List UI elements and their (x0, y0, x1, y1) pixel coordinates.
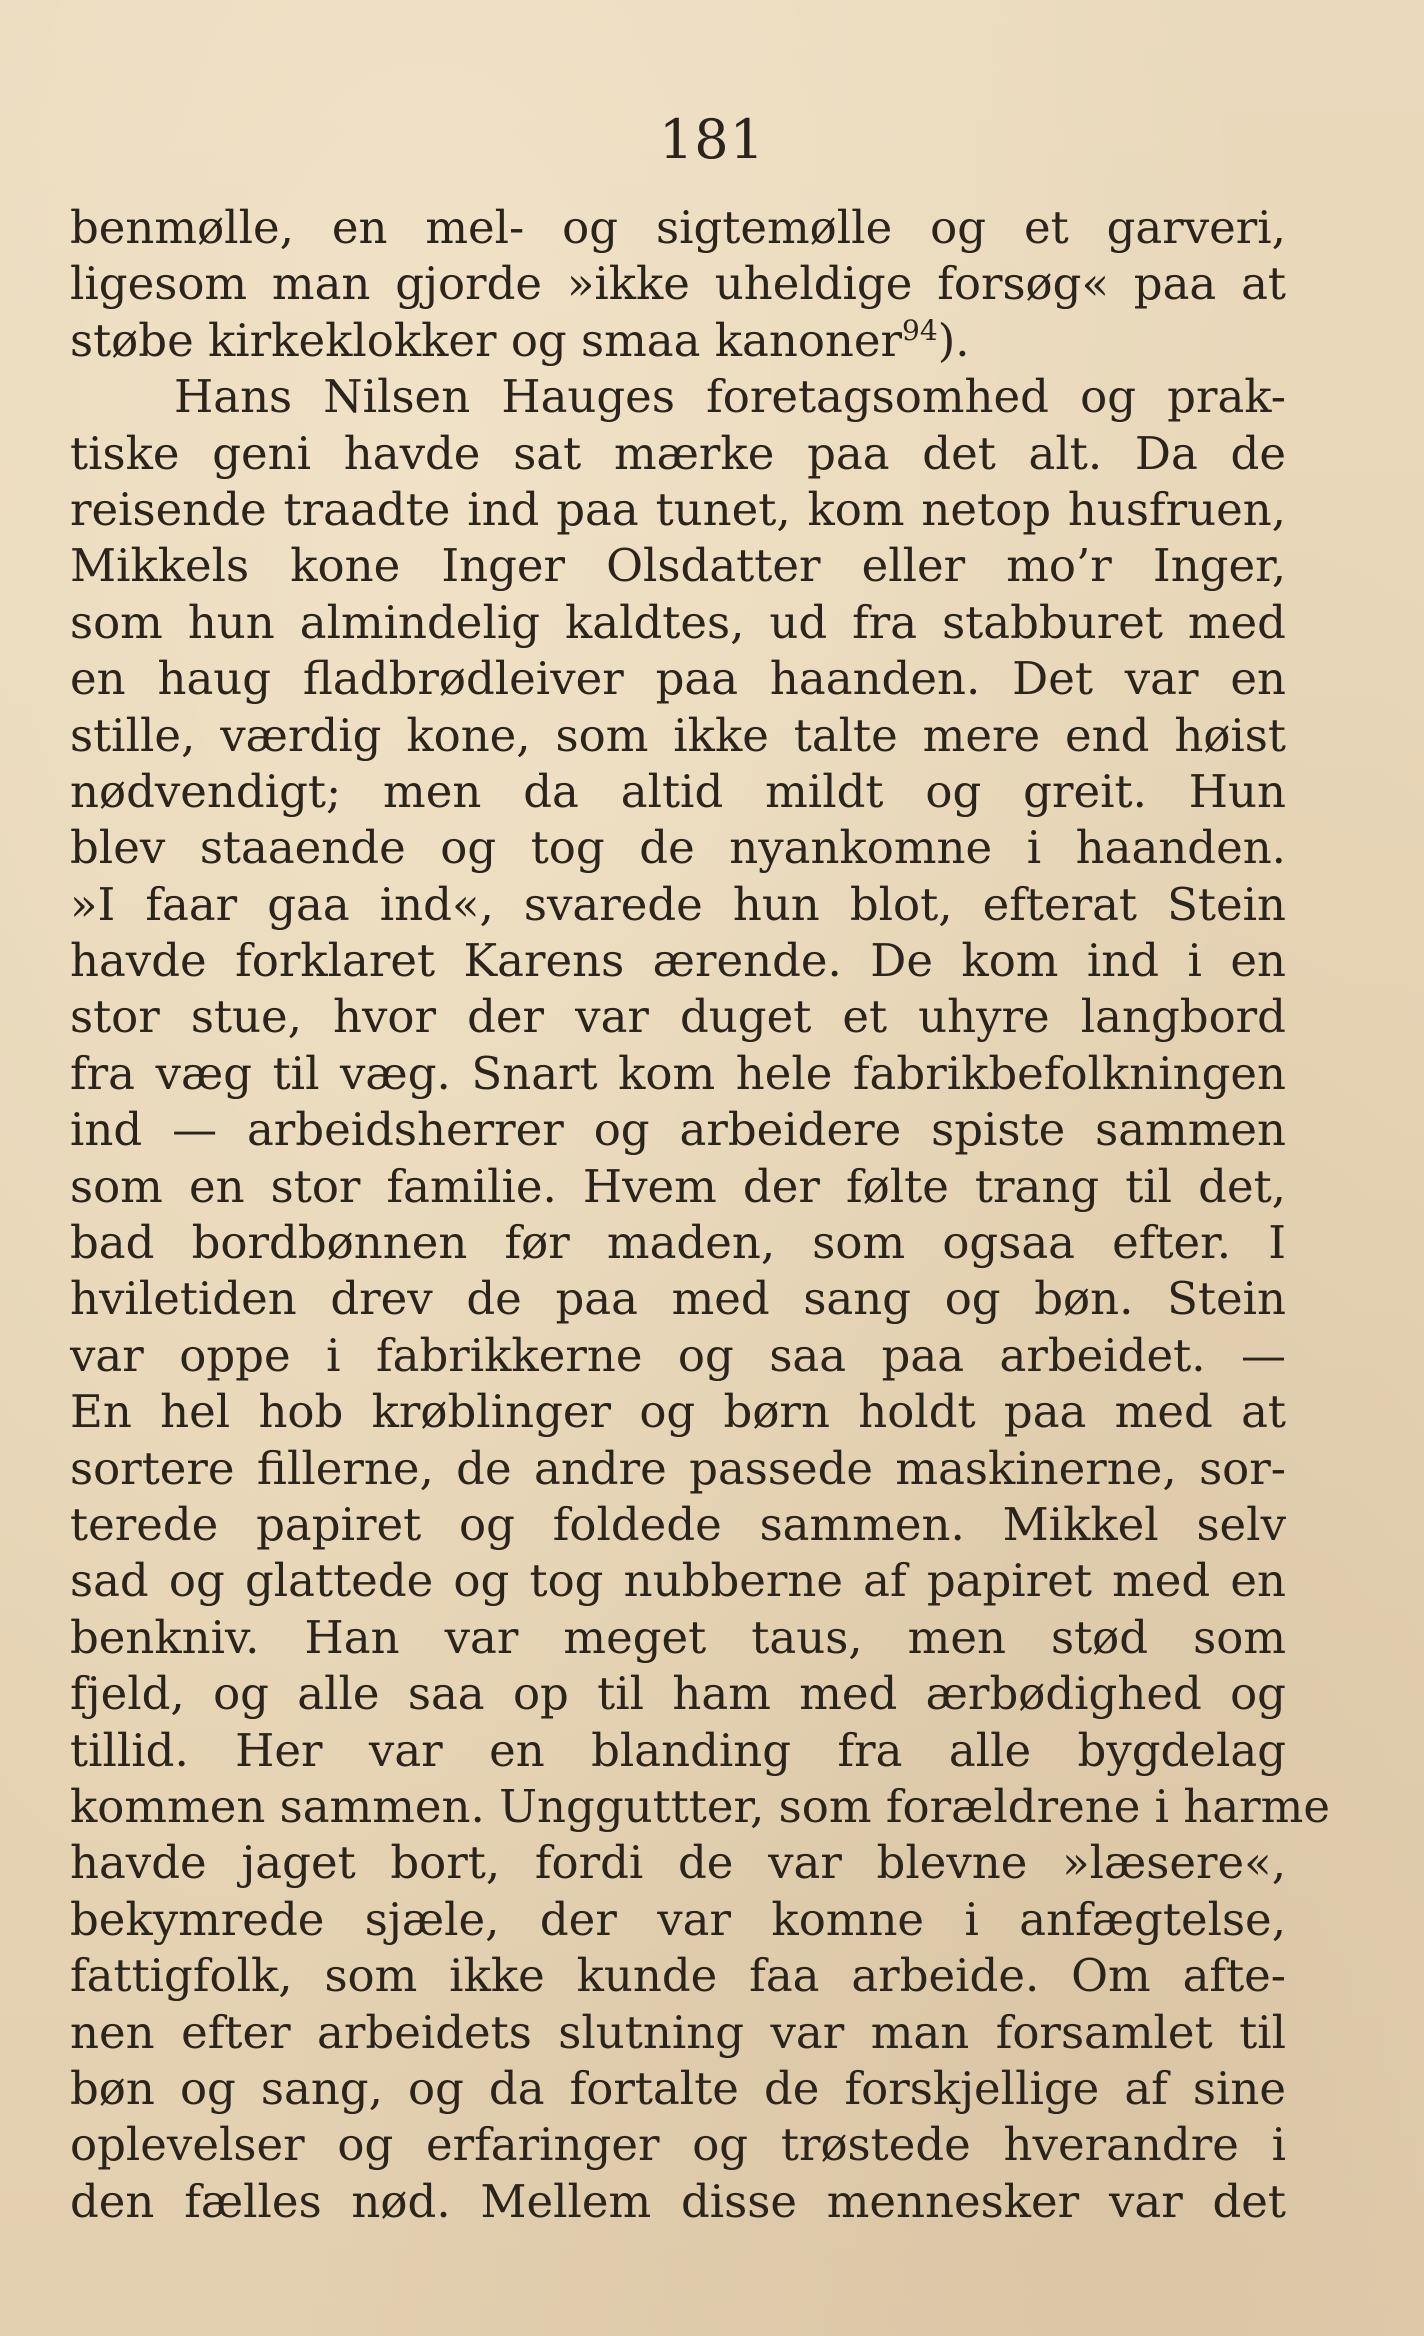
text-line: benkniv. Han var meget taus, men stød som (70, 1610, 1286, 1664)
text-line: hviletiden drev de paa med sang og bøn. Stein (70, 1272, 1286, 1326)
text-line: bad bordbønnen før maden, som ogsaa efter. I (70, 1216, 1286, 1270)
body-text (70, 200, 1330, 2230)
text-line: bøn og sang, og da fortalte de forskjellige af sine (70, 2061, 1286, 2115)
text-line: bekymrede sjæle, der var komne i anfægtelse, (70, 1892, 1286, 1946)
text-line-content: støbe kirkeklokker og smaa kanoner (70, 313, 903, 367)
text-line: en haug fladbrødleiver paa haanden. Det var en (70, 652, 1286, 706)
text-line: En hel hob krøblinger og børn holdt paa med at (70, 1385, 1286, 1439)
text-line: som en stor familie. Hvem der følte trang til det, (70, 1159, 1286, 1213)
text-line: sortere fillerne, de andre passede maskinerne, sor- (70, 1441, 1286, 1495)
text-line: var oppe i fabrikkerne og saa paa arbeidet. — (70, 1328, 1286, 1382)
text-line: reisende traadte ind paa tunet, kom netop husfruen, (70, 482, 1286, 536)
text-line: ligesom man gjorde »ikke uheldige forsøg« paa at (70, 257, 1286, 311)
text-line: nødvendigt; men da altid mildt og greit. Hun (70, 764, 1286, 818)
text-line: tiske geni havde sat mærke paa det alt. Da de (70, 426, 1286, 480)
text-line: ind — arbeidsherrer og arbeidere spiste sammen (70, 1103, 1286, 1157)
text-line: stille, værdig kone, som ikke talte mere end høist (70, 708, 1286, 762)
text-line: blev staaende og tog de nyankomne i haanden. (70, 821, 1286, 875)
text-line: havde jaget bort, fordi de var blevne »læsere«, (70, 1836, 1286, 1890)
text-line: »I faar gaa ind«, svarede hun blot, efterat Stein (70, 877, 1286, 931)
text-line: Hans Nilsen Hauges foretagsomhed og prak- (174, 370, 1286, 424)
text-line: Mikkels kone Inger Olsdatter eller mo’r Inger, (70, 539, 1286, 593)
text-line: stor stue, hvor der var duget et uhyre langbord (70, 990, 1286, 1044)
text-line: fattigfolk, som ikke kunde faa arbeide. Om afte- (70, 1949, 1286, 2003)
text-line: tillid. Her var en blanding fra alle bygdelag (70, 1723, 1286, 1777)
text-line: kommen sammen. Ungguttter, som forældrene i harme (70, 1779, 1330, 1833)
text-line: nen efter arbeidets slutning var man forsamlet til (70, 2005, 1286, 2059)
text-line: benmølle, en mel- og sigtemølle og et garveri, (70, 201, 1286, 254)
text-line: sad og glattede og tog nubberne af papiret med en (70, 1554, 1286, 1608)
text-line: fjeld, og alle saa op til ham med ærbødighed og (70, 1667, 1286, 1721)
text-line: fra væg til væg. Snart kom hele fabrikbefolkningen (70, 1046, 1286, 1100)
page-number: 181 (658, 108, 766, 171)
text-line-with-footnote (70, 313, 1286, 369)
text-line: havde forklaret Karens ærende. De kom ind i en (70, 934, 1286, 988)
text-line: terede papiret og foldede sammen. Mikkel selv (70, 1497, 1286, 1551)
text-line: oplevelser og erfaringer og trøstede hverandre i (70, 2118, 1286, 2172)
text-line: som hun almindelig kaldtes, ud fra stabburet med (70, 595, 1286, 649)
text-line: den fælles nød. Mellem disse mennesker var det (70, 2174, 1286, 2228)
footnote-reference: 94 (902, 313, 938, 347)
footnote-closing: ). (937, 313, 970, 367)
